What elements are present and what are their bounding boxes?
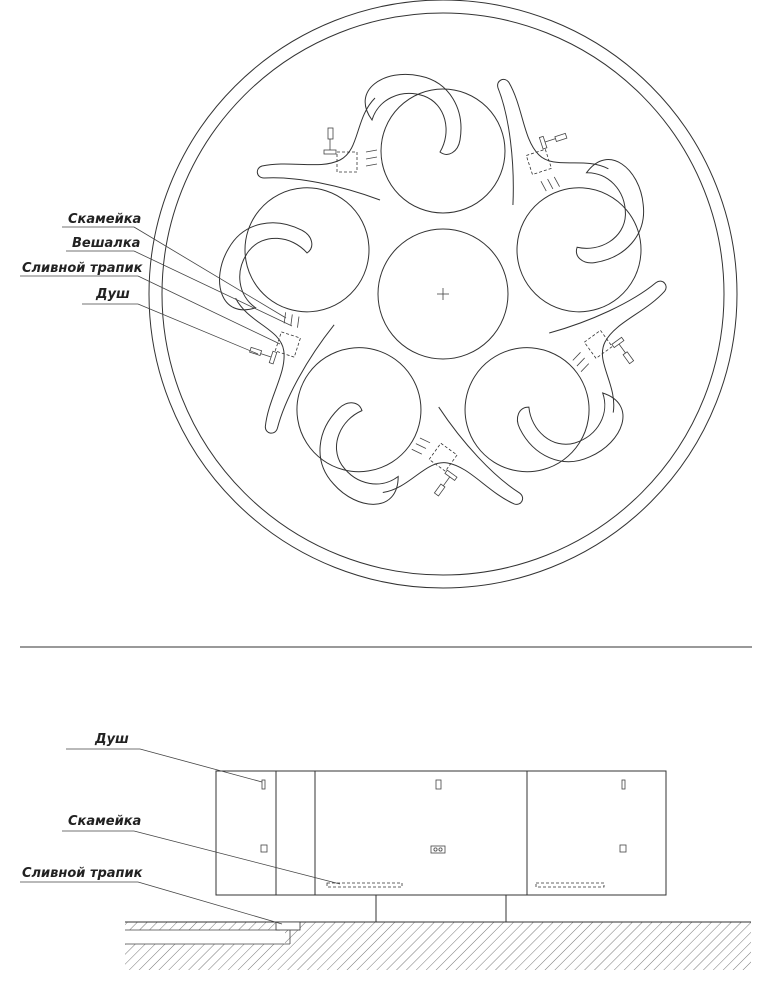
booth-2 (463, 50, 671, 328)
plan-label-hanger: Вешалка (72, 236, 141, 251)
section-outline (216, 771, 666, 895)
section-label-drain: Сливной трапик (22, 866, 143, 881)
ground-hatch (125, 922, 751, 970)
section-view (20, 732, 751, 970)
plan-view (20, 0, 737, 588)
plan-label-bench: Скамейка (68, 212, 142, 227)
section-label-bench: Скамейка (68, 814, 142, 829)
booth-3 (440, 250, 722, 508)
section-label-shower: Душ (95, 732, 129, 747)
booth-4 (264, 323, 546, 581)
plan-label-drain: Сливной трапик (22, 261, 143, 276)
booth-5 (177, 167, 385, 445)
plan-label-shower: Душ (96, 287, 130, 302)
booth-1 (257, 74, 505, 213)
